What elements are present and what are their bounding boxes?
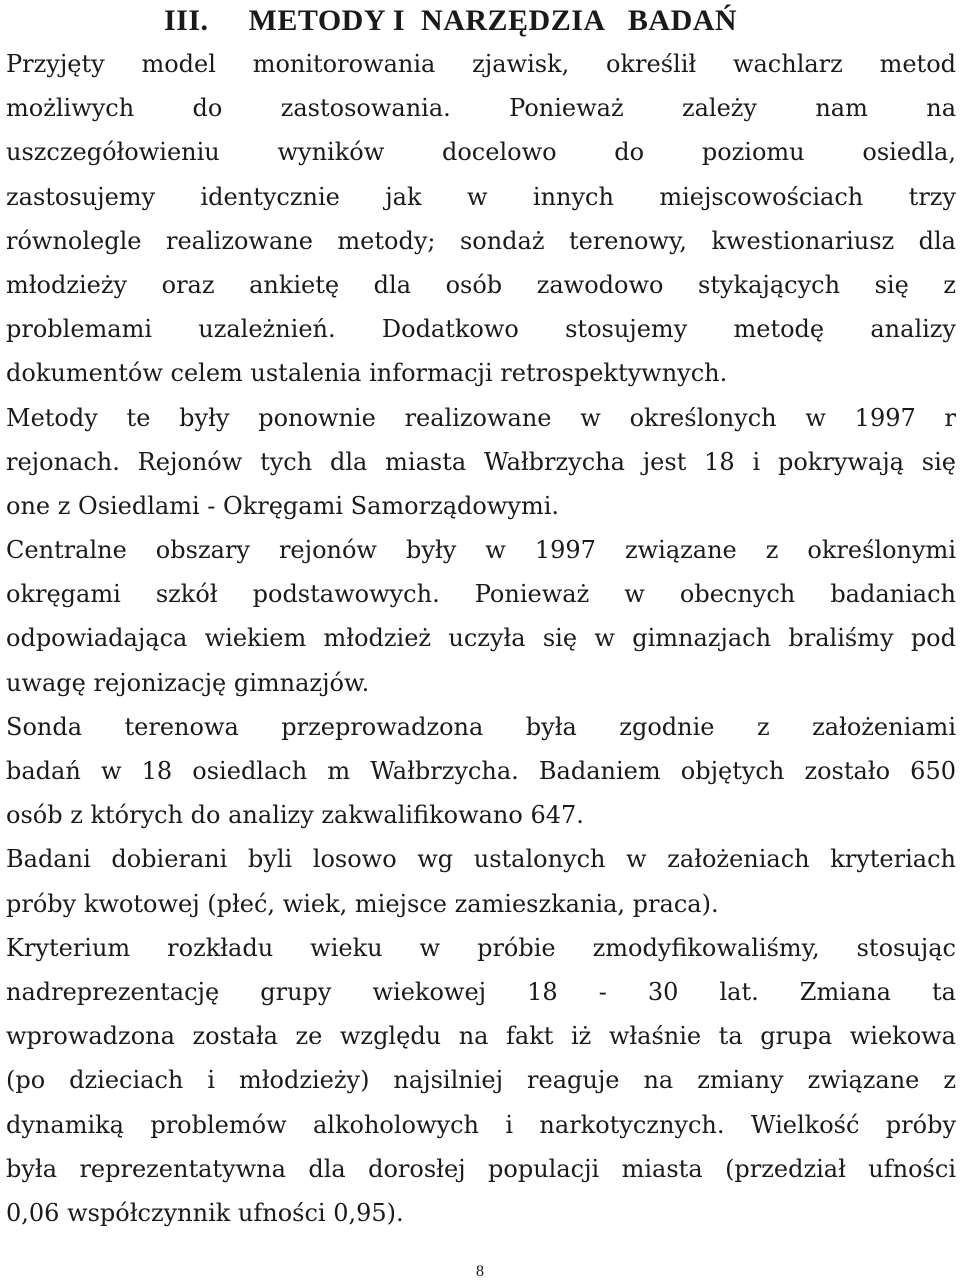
text-line: rejonach. Rejonów tych dla miasta Wałbrzycha jest 18 i pokrywają się bbox=[6, 447, 956, 476]
text-line: dynamiką problemów alkoholowych i narkotycznych. Wielkość próby bbox=[6, 1110, 956, 1139]
text-line: Przyjęty model monitorowania zjawisk, określił wachlarz metod bbox=[6, 50, 956, 78]
text-line: Kryterium rozkładu wieku w próbie zmodyfikowaliśmy, stosując bbox=[6, 933, 956, 962]
text-line: problemami uzależnień. Dodatkowo stosujemy metodę analizy bbox=[6, 315, 956, 344]
text-line: (po dzieciach i młodzieży) najsilniej reaguje na zmiany związane z bbox=[6, 1066, 956, 1095]
text-line: Metody te były ponownie realizowane w określonych w 1997 r bbox=[6, 403, 956, 432]
text-line: badań w 18 osiedlach m Wałbrzycha. Badaniem objętych zostało 650 bbox=[6, 757, 956, 785]
text-line: okręgami szkół podstawowych. Ponieważ w obecnych badaniach bbox=[6, 580, 956, 609]
text-line: zastosujemy identycznie jak w innych miejscowościach trzy bbox=[6, 182, 956, 211]
section-heading: III. METODY I NARZĘDZIA BADAŃ bbox=[164, 4, 738, 37]
text-line: odpowiadająca wiekiem młodzież uczyła się w gimnazjach braliśmy pod bbox=[6, 624, 956, 653]
text-line: dokumentów celem ustalenia informacji retrospektywnych. bbox=[6, 359, 728, 388]
text-line: one z Osiedlami - Okręgami Samorządowymi. bbox=[6, 491, 560, 520]
text-line: osób z których do analizy zakwalifikowano 647. bbox=[6, 801, 584, 830]
text-line: wprowadzona została ze względu na fakt iż właśnie ta grupa wiekowa bbox=[6, 1022, 956, 1051]
text-line: 0,06 współczynnik ufności 0,95). bbox=[6, 1198, 404, 1227]
text-line: możliwych do zastosowania. Ponieważ zależy nam na bbox=[6, 94, 956, 123]
text-line: Sonda terenowa przeprowadzona była zgodnie z założeniami bbox=[6, 712, 956, 741]
text-line: Centralne obszary rejonów były w 1997 związane z określonymi bbox=[6, 536, 956, 565]
body-text bbox=[6, 42, 956, 1235]
text-line: próby kwotowej (płeć, wiek, miejsce zamieszkania, praca). bbox=[6, 889, 719, 918]
text-line: młodzieży oraz ankietę dla osób zawodowo stykających się z bbox=[6, 270, 956, 299]
text-line: uszczegółowieniu wyników docelowo do poziomu osiedla, bbox=[6, 138, 956, 167]
text-line: nadreprezentację grupy wiekowej 18 - 30 lat. Zmiana ta bbox=[6, 977, 956, 1006]
text-line: równolegle realizowane metody; sondaż terenowy, kwestionariusz dla bbox=[6, 226, 956, 255]
text-line: uwagę rejonizację gimnazjów. bbox=[6, 668, 370, 697]
text-line: była reprezentatywna dla dorosłej populacji miasta (przedział ufności bbox=[6, 1154, 956, 1183]
document-page bbox=[6, 0, 956, 1288]
page-number: 8 bbox=[476, 1263, 484, 1280]
text-line: Badani dobierani byli losowo wg ustalonych w założeniach kryteriach bbox=[6, 845, 956, 874]
